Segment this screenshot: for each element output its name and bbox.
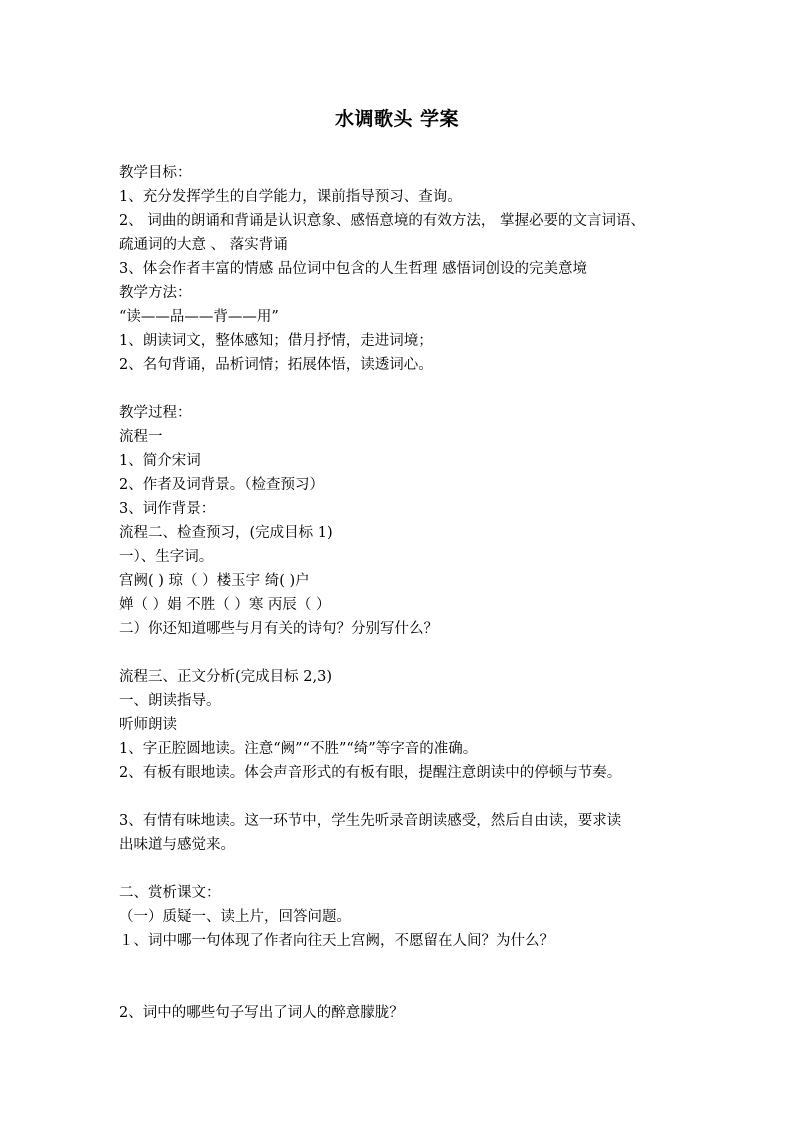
process-step-2-subheading-2: 二）你还知道哪些与月有关的诗句？分别写什么？ — [119, 621, 438, 637]
reading-guidance-item-3-continued: 出味道与感觉来。 — [119, 837, 235, 853]
section-heading-teaching-methods: 教学方法： — [119, 285, 192, 301]
reading-guidance-item-3: 3、有情有味地读。这一环节中，学生先听录音朗读感受，然后自由读，要求读 — [119, 813, 622, 829]
process-step-1-item-1: 1、简介宋词 — [119, 453, 201, 469]
process-step-1-item-2: 2、作者及词背景。（检查预习） — [119, 477, 324, 493]
goal-item-2: 2、 词曲的朗诵和背诵是认识意象、感悟意境的有效方法， 掌握必要的文言词语、 — [119, 213, 645, 229]
section-heading-teaching-process: 教学过程： — [119, 405, 192, 421]
goal-item-2-continued: 疏通词的大意 、 落实背诵 — [119, 237, 288, 253]
reading-guidance-item-2: 2、有板有眼地读。体会声音形式的有板有眼，提醒注意朗读中的停顿与节奏。 — [119, 765, 622, 781]
goal-item-3: 3、体会作者丰富的情感 品位词中包含的人生哲理 感悟词创设的完美意境 — [119, 261, 587, 277]
process-step-1-heading: 流程一 — [119, 429, 163, 445]
method-item-1: 1、朗读词文，整体感知；借月抒情，走进词境； — [119, 333, 433, 349]
appreciation-heading: 二、赏析课文： — [119, 885, 221, 901]
question-section-heading: （一）质疑一、读上片，回答问题。 — [119, 909, 351, 925]
process-step-2-heading: 流程二、检查预习，(完成目标 1) — [119, 525, 333, 541]
reading-guidance-heading: 一、朗读指导。 — [119, 693, 221, 709]
method-item-2: 2、名句背诵，品析词情；拓展体悟，读透词心。 — [119, 357, 433, 373]
vocabulary-line-2: 婵（ ）娟 不胜（ ）寒 丙辰（ ） — [119, 597, 331, 613]
method-summary: “读——品——背——用” — [119, 309, 279, 325]
process-step-1-item-3: 3、词作背景： — [119, 501, 216, 517]
document-title: 水调歌头 学案 — [334, 108, 460, 130]
reading-guidance-listen: 听师朗读 — [119, 717, 177, 733]
question-2: 2、词中的哪些句子写出了词人的醉意朦胧？ — [119, 1005, 404, 1021]
question-1: １、词中哪一句体现了作者向往天上宫阙，不愿留在人间？为什么？ — [119, 933, 554, 949]
vocabulary-line-1: 宫阙( ) 琼（ ）楼玉宇 绮( )户 — [119, 573, 310, 589]
process-step-2-subheading-1: 一）、生字词。 — [119, 549, 214, 565]
process-step-3-heading: 流程三、正文分析(完成目标 2,3) — [119, 669, 332, 685]
section-heading-teaching-goals: 教学目标： — [119, 165, 192, 181]
goal-item-1: 1、充分发挥学生的自学能力，课前指导预习、查询。 — [119, 189, 462, 205]
reading-guidance-item-1: 1、字正腔圆地读。注意“阙”“不胜”“绮”等字音的准确。 — [119, 741, 478, 757]
